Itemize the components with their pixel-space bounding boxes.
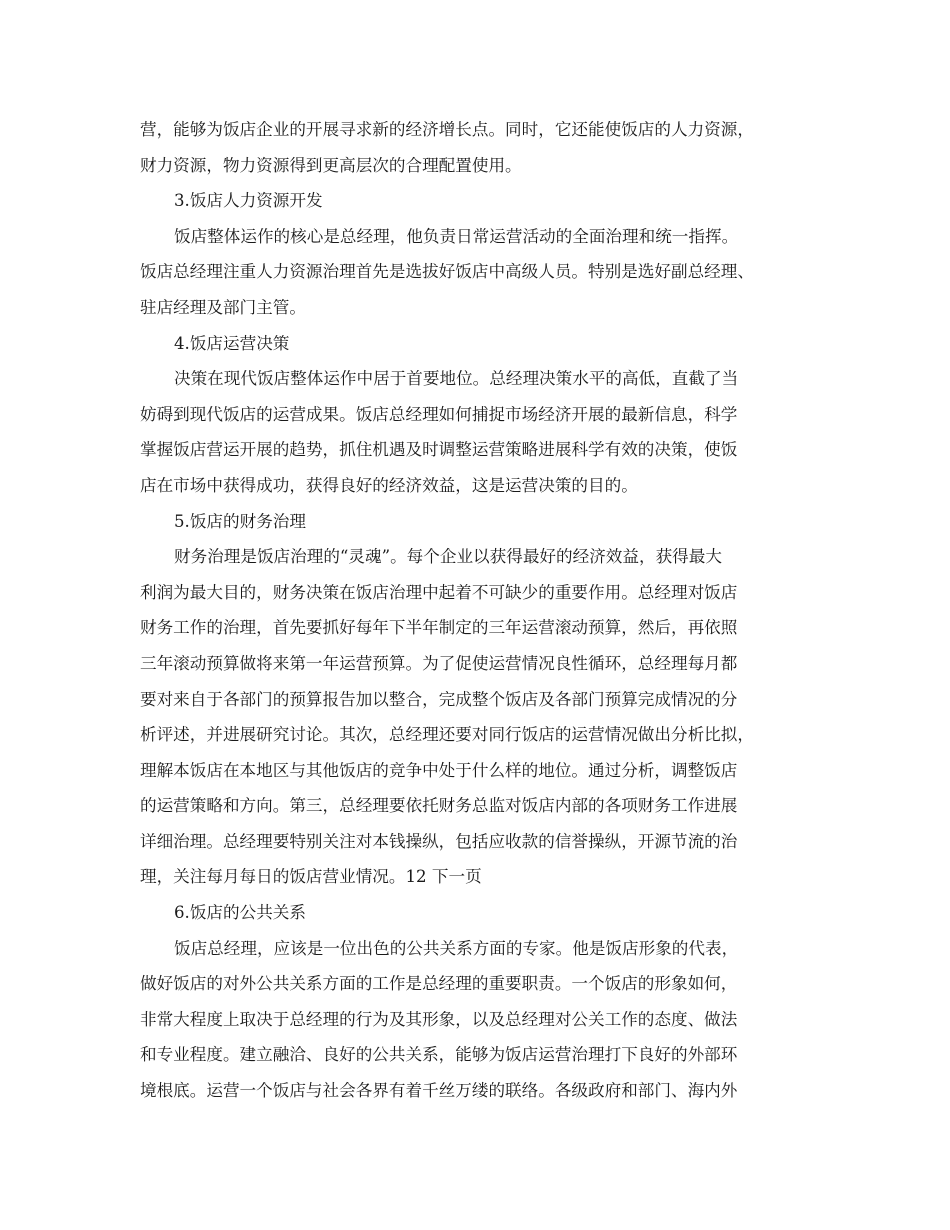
text-line: 掌握饭店营运开展的趋势，抓住机遇及时调整运营策略进展科学有效的决策，使饭	[140, 440, 738, 460]
document-page	[140, 112, 826, 1109]
text-line: 饭店总经理注重人力资源治理首先是选拔好饭店中高级人员。特别是选好副总经理、	[140, 262, 754, 282]
text-line: 要对来自于各部门的预算报告加以整合，完成整个饭店及各部门预算完成情况的分	[140, 689, 738, 709]
text-line: 非常大程度上取决于总经理的行为及其形象，以及总经理对公关工作的态度、做法	[140, 1009, 738, 1029]
text-line: 理，关注每月每日的饭店营业情况。12 下一页	[140, 867, 482, 887]
text-line: 的运营策略和方向。第三，总经理要依托财务总监对饭店内部的各项财务工作进展	[140, 796, 738, 816]
text-line: 驻店经理及部门主管。	[140, 297, 306, 317]
text-line: 店在市场中获得成功，获得良好的经济效益，这是运营决策的目的。	[140, 475, 638, 495]
text-line: 和专业程度。建立融洽、良好的公共关系，能够为饭店运营治理打下良好的外部环	[140, 1045, 738, 1065]
section-heading: 4.饭店运营决策	[174, 333, 290, 353]
text-line: 析评述，并进展研究讨论。其次，总经理还要对同行饭店的运营情况做出分析比拟，	[140, 725, 754, 745]
text-line: 理解本饭店在本地区与其他饭店的竞争中处于什么样的地位。通过分析，调整饭店	[140, 760, 738, 780]
text-line: 三年滚动预算做将来第一年运营预算。为了促使运营情况良性循环，总经理每月都	[140, 653, 738, 673]
section-heading: 5.饭店的财务治理	[174, 511, 306, 531]
text-line: 财力资源，物力资源得到更高层次的合理配置使用。	[140, 155, 522, 175]
text-line: 利润为最大目的，财务决策在饭店治理中起着不可缺少的重要作用。总经理对饭店	[140, 582, 738, 602]
text-line: 详细治理。总经理要特别关注对本钱操纵，包括应收款的信誉操纵，开源节流的治	[140, 831, 738, 851]
text-line: 饭店整体运作的核心是总经理，他负责日常运营活动的全面治理和统一指挥。	[174, 226, 739, 246]
text-line: 饭店总经理，应该是一位出色的公共关系方面的专家。他是饭店形象的代表，	[174, 938, 739, 958]
section-heading: 3.饭店人力资源开发	[174, 191, 323, 211]
text-line: 境根底。运营一个饭店与社会各界有着千丝万缕的联络。各级政府和部门、海内外	[140, 1081, 738, 1101]
section-heading: 6.饭店的公共关系	[174, 903, 306, 923]
text-line: 财务治理是饭店治理的“灵魂”。每个企业以获得最好的经济效益，获得最大	[174, 547, 722, 567]
text-line: 做好饭店的对外公共关系方面的工作是总经理的重要职责。一个饭店的形象如何，	[140, 974, 738, 994]
text-line: 决策在现代饭店整体运作中居于首要地位。总经理决策水平的高低，直截了当	[174, 369, 739, 389]
text-line: 财务工作的治理，首先要抓好每年下半年制定的三年运营滚动预算，然后，再依照	[140, 618, 738, 638]
text-line: 营，能够为饭店企业的开展寻求新的经济增长点。同时，它还能使饭店的人力资源，	[140, 120, 754, 139]
text-line: 妨碍到现代饭店的运营成果。饭店总经理如何捕捉市场经济开展的最新信息，科学	[140, 404, 738, 424]
